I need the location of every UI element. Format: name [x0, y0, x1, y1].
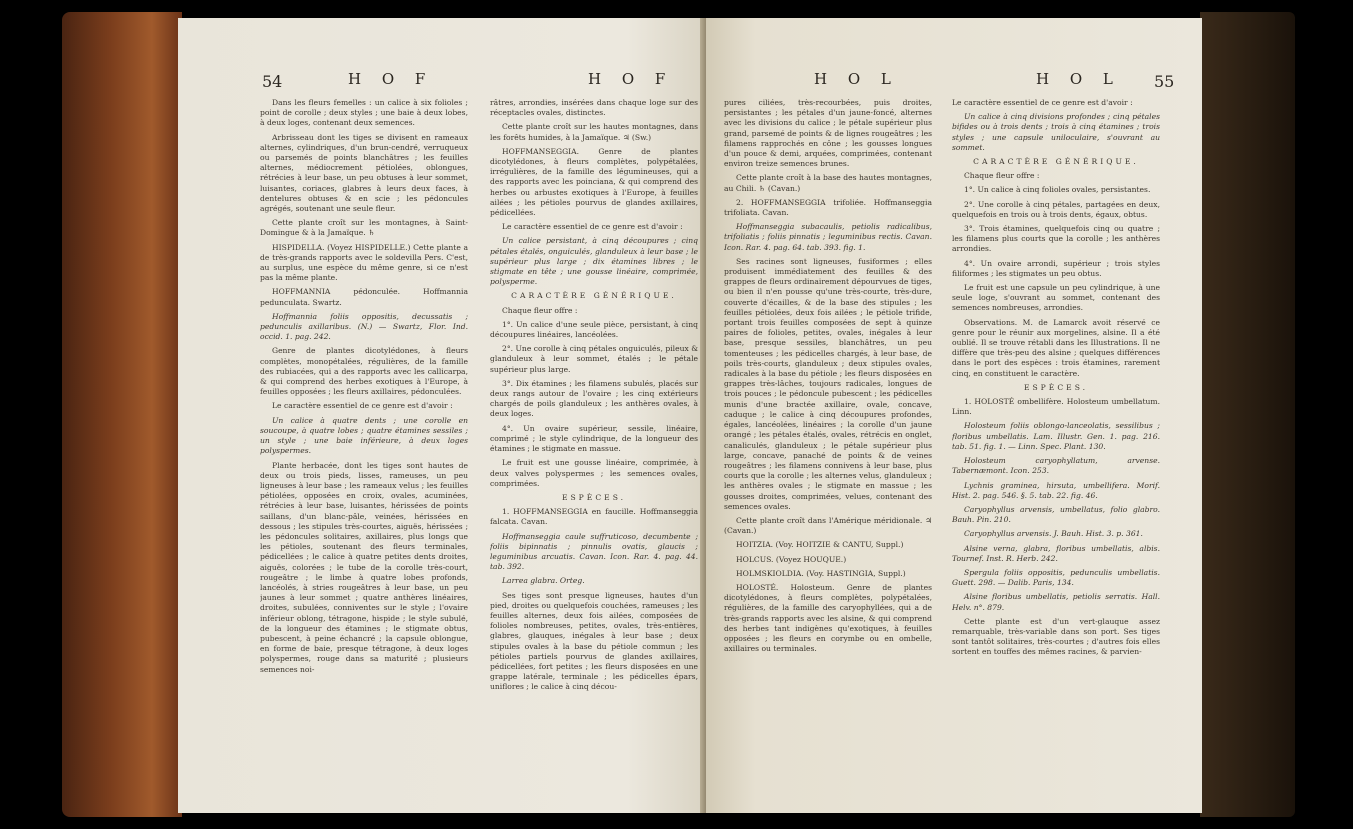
paragraph: 1. HOFFMANSEGGIA en faucille. Hoffmanseggia falcata. Cavan.: [490, 507, 698, 527]
paragraph: 4°. Un ovaire arrondi, supérieur ; trois styles filiformes ; les stigmates un peu obtus.: [952, 258, 1160, 278]
paragraph: Un calice à quatre dents ; une corolle en soucoupe, à quatre lobes ; quatre étamines sessiles ; un style ; une baie inférieure, à deux loges polyspermes.: [260, 415, 468, 456]
paragraph: HOLCUS. (Voyez HOUQUE.): [736, 554, 847, 564]
paragraph: Le caractère essentiel de ce genre est d'avoir :: [502, 222, 683, 232]
paragraph: Hoffmanseggia subacaulis, petiolis radicalibus, trifoliatis ; foliis pinnatis ; leguminibus rectis. Cavan. Icon. Rar. 4. pag. 64. tab. 393. fig. 1.: [724, 222, 932, 252]
paragraph: Chaque fleur offre :: [502, 305, 578, 315]
paragraph: Cette plante croît sur les montagnes, à Saint-Domingue & à la Jamaïque. ♄: [260, 218, 468, 238]
paragraph: CARACTÈRE GÉNÉRIQUE.: [511, 291, 677, 301]
paragraph: 3°. Trois étamines, quelquefois cinq ou quatre ; les filamens plus courts que la corolle ; les anthères arrondies.: [952, 224, 1160, 254]
paragraph: Lychnis graminea, hirsuta, umbellifera. Morif. Hist. 2. pag. 546. §. 5. tab. 22. fig. 46.: [952, 480, 1160, 500]
paragraph: Ses racines sont ligneuses, fusiformes ; elles produisent immédiatement des feuilles & des grappes de fleurs ordinairement dépourvues de tiges, ou bien il n'en pousse qu'une très-courte, très-dure, couverte d'écailles, & de la base des stipules ; les feuilles pétiolées, deux fois ailées ; le pétiole trifide, portant trois feuilles composées de sept à quinze paires de folioles, petites, ovales, inégales à leur base, presque sessiles, blanchâtres, un peu tomenteuses ; les pédicelles chargés, à leur base, de poils très-courts, glanduleux ; deux stipules ovales, radicales à la base du pétiole ; les fleurs disposées en grappes très-lâches, toujours radicales, longues de trois pouces ; le pédoncule pubescent ; les pédicelles munis d'une bractée axillaire, ovale, concave, caduque ; le calice à cinq découpures profondes, égales, lancéolées, linéaires ; la corolle d'un jaune orangé ; les pétales étalés, ovales, rétrécis en onglet, canaliculés, glanduleux ; le pétale supérieur plus large, concave, panaché de points & de veines rougeâtres ; les filamens connivens à leur base, plus courts que la corolle ; les alternes velus, glanduleux ; les anthères ovales ; le stigmate en massue ; les gousses droites, comprimées, velues, contenant des semences ovales.: [724, 256, 932, 511]
paragraph: Ses tiges sont presque ligneuses, hautes d'un pied, droites ou quelquefois couchées, rameuses ; les feuilles alternes, deux fois ailées, composées de folioles nombreuses, petites, ovales, très-entières, glabres, glauques, inégales à leur base ; deux stipules ovales à la base du pétiole commun ; les pétioles partiels pourvus de glandes axillaires, pédicellées, fort petites ; les fleurs disposées en une grappe latérale, terminale ; les pédicelles épars, uniflores ; le calice à cinq décou-: [490, 590, 698, 692]
paragraph: Caryophyllus arvensis, umbellatus, folio glabro. Bauh. Pin. 210.: [952, 504, 1160, 525]
paragraph: Cette plante croît dans l'Amérique méridionale. ♃ (Cavan.): [724, 515, 932, 536]
paragraph: 1°. Un calice à cinq folioles ovales, persistantes.: [964, 185, 1151, 195]
paragraph: Arbrisseau dont les tiges se divisent en rameaux alternes, cylindriques, d'un brun-cendré, verruqueux ou parsemés de points blanchâtres ; les feuilles alternes, médiocrement pétiolées, oblongues, rétrécies à leur base, un peu obtuses à leur sommet, luisantes, coriaces, glabres à leurs deux faces, à dentelures obtuses & en scie ; les pédoncules agrégés, soutenant une seule fleur.: [260, 132, 468, 214]
left-page-column-1: [260, 98, 468, 813]
paragraph: Genre de plantes dicotylédones, à fleurs complètes, monopétalées, régulières, de la famille des rubiacées, qui a des rapports avec les callicarpa, & qui comprend des herbes exotiques à l'Europe, à feuilles opposées ; les fleurs axillaires, pédonculées.: [260, 346, 468, 397]
paragraph: HOFFMANNIA pédonculée. Hoffmannia pedunculata. Swartz.: [260, 287, 468, 307]
paragraph: 2°. Une corolle à cinq pétales, partagées en deux, quelquefois en trois ou à trois dents, égaux, obtus.: [952, 199, 1160, 219]
paragraph: HISPIDELLA. (Voyez HISPIDELLE.) Cette plante a de très-grands rapports avec le soldevilla Pers. C'est, au surplus, une espèce du même genre, si ce n'est pas la même plante.: [260, 242, 468, 283]
running-header-right: H O F: [588, 70, 674, 88]
paragraph: Larrea glabra. Orteg.: [502, 576, 585, 586]
paragraph: Cette plante croît sur les hautes montagnes, dans les forêts humides, à la Jamaïque. ♃ (Sw.): [490, 122, 698, 142]
paragraph: CARACTÈRE GÉNÉRIQUE.: [973, 157, 1139, 167]
paragraph: Spergula foliis oppositis, pedunculis umbellatis. Guett. 298. — Dalib. Paris, 134.: [952, 567, 1160, 588]
paragraph: pures ciliées, très-recourbées, puis droites, persistantes ; les pétales d'un jaune-foncé, alternes avec les divisions du calice ; le pétale supérieur plus grand, parsemé de points & de lignes rougeâtres ; les filamens rapprochés en cône ; les gousses longues d'un pouce & demi, arquées, comprimées, contenant environ treize semences brunes.: [724, 98, 932, 169]
paragraph: HOFFMANSEGGIA. Genre de plantes dicotylédones, à fleurs complètes, polypétalées, irrégulières, de la famille des légumineuses, qui a des rapports avec les poinciana, & qui comprend des herbes ou arbustes exotiques à l'Europe, à feuilles ailées ; les pétioles pourvus de glandes axillaires, pédicellées.: [490, 146, 698, 218]
paragraph: Hoffmannia foliis oppositis, decussatis ; pedunculis axillaribus. (N.) — Swartz, Flor. Ind. occid. 1. pag. 242.: [260, 311, 468, 342]
paragraph: 2. HOFFMANSEGGIA trifoliée. Hoffmanseggia trifoliata. Cavan.: [724, 197, 932, 218]
paragraph: Chaque fleur offre :: [964, 171, 1040, 181]
paragraph: HOLMSKIOLDIA. (Voy. HASTINGIA, Suppl.): [736, 568, 906, 578]
paragraph: 1°. Un calice d'une seule pièce, persistant, à cinq découpures linéaires, lancéolées.: [490, 319, 698, 340]
paragraph: Plante herbacée, dont les tiges sont hautes de deux ou trois pieds, lisses, rameuses, un peu ligneuses à leur base ; les rameaux velus ; les feuilles pétiolées, opposées en croix, ovales, acuminées, rétrécies à leur base, luisantes, hérissées de points saillans, d'un blanc-pâle, veinées, hérissées en dessous ; les stipules très-courtes, aiguës, hérissées ; les pédoncules solitaires, axillaires, plus longs que les pétioles, soutenant des fleurs terminales, pédicellées ; le calice à quatre petites dents droites, aiguës, colorées ; le tube de la corolle très-court, rougeâtre ; le limbe à quatre lobes profonds, lancéolés, à stries rougeâtres à leur base, un peu jaunes à leur sommet ; quatre anthères linéaires, droites, subulées, conniventes sur le style ; l'ovaire inférieur oblong, tétragone, hispide ; le style subulé, de la longueur des étamines ; le stigmate obtus, pubescent, à peine échancré ; la capsule oblongue, en forme de baie, presque tétragone, à deux loges polyspermes, rouge dans sa maturité ; plusieurs semences noi-: [260, 460, 468, 674]
page-number: 55: [1154, 72, 1175, 91]
paragraph: 2°. Une corolle à cinq pétales onguiculés, pileux & glanduleux à leur sommet, étalés ; le pétale supérieur plus large.: [490, 344, 698, 374]
right-page-column-2: [952, 98, 1160, 813]
paragraph: ESPÈCES.: [561, 492, 627, 502]
paragraph: Cette plante est d'un vert-glauque assez remarquable, très-variable dans son port. Ses tiges sont tantôt solitaires, très-courtes ; d'autres fois elles sortent en touffes des mêmes racines, & parvien-: [952, 616, 1160, 657]
paragraph: 3°. Dix étamines ; les filamens subulés, placés sur deux rangs autour de l'ovaire ; les cinq extérieurs chargés de poils glanduleux ; les anthères ovales, à deux loges.: [490, 378, 698, 419]
paragraph: Alsine floribus umbellatis, petiolis serratis. Hall. Helv. n°. 879.: [952, 592, 1160, 612]
running-header-left: H O L: [814, 70, 899, 88]
paragraph: Le fruit est une capsule un peu cylindrique, à une seule loge, s'ouvrant au sommet, contenant des semences nombreuses, arrondies.: [952, 283, 1160, 313]
paragraph: Le caractère essentiel de ce genre est d'avoir :: [952, 98, 1133, 107]
paragraph: Un calice à cinq divisions profondes ; cinq pétales bifides ou à trois dents ; trois à cinq étamines ; trois styles ; une capsule uniloculaire, s'ouvrant au sommet.: [952, 112, 1160, 152]
page-number: 54: [262, 72, 283, 91]
book-cover-left: [62, 12, 182, 817]
paragraph: HOLOSTÉ. Holosteum. Genre de plantes dicotylédones, à fleurs complètes, polypétalées, régulières, de la famille des caryophyllées, qui a de très-grands rapports avec les alsine, & qui comprend des herbes tant indigènes qu'exotiques, à feuilles opposées ; les fleurs en corymbe ou en ombelle, axillaires ou terminales.: [724, 582, 932, 654]
left-page: [178, 18, 706, 813]
paragraph: Alsine verna, glabra, floribus umbellatis, albis. Tournef. Inst. R. Herb. 242.: [952, 543, 1160, 563]
right-page: [706, 18, 1202, 813]
paragraph: ESPÈCES.: [1023, 382, 1089, 392]
running-header-right: H O L: [1036, 70, 1121, 88]
right-page-column-1: [724, 98, 932, 813]
paragraph: Un calice persistant, à cinq découpures ; cinq pétales étalés, onguiculés, glanduleux à leur base ; le supérieur plus large ; dix étamines libres ; le stigmate en tête ; une gousse linéaire, comprimée, polysperme.: [490, 236, 698, 287]
left-page-column-2: [490, 98, 698, 813]
running-header-left: H O F: [348, 70, 434, 88]
paragraph: Holosteum foliis oblongo-lanceolatis, sessilibus ; floribus umbellatis. Lam. Illustr. Gen. 1. pag. 216. tab. 51. fig. 1. — Linn. Spec. Plant. 130.: [952, 421, 1160, 451]
paragraph: Le fruit est une gousse linéaire, comprimée, à deux valves polyspermes ; les semences ovales, comprimées.: [490, 458, 698, 488]
paragraph: 1. HOLOSTÉ ombellifère. Holosteum umbellatum. Linn.: [952, 397, 1160, 417]
paragraph: Holosteum caryophyllatum, arvense. Tabernæmont. Icon. 253.: [952, 456, 1160, 476]
paragraph: Observations. M. de Lamarck avoit réservé ce genre pour le réunir aux morgelines, alsine. Il a été oublié. Il se trouve rétabli dans les Illustrations. Il ne diffère que très-peu des alsine ; quelques différences dans le port des espèces : trois étamines, rarement cinq, en constituent le caractère.: [952, 317, 1160, 378]
paragraph: Cette plante croît à la base des hautes montagnes, au Chili. ♄ (Cavan.): [724, 173, 932, 193]
book-cover-right: [1200, 12, 1295, 817]
paragraph: Hoffmanseggia caule suffruticoso, decumbente ; foliis bipinnatis ; pinnulis ovatis, glaucis ; leguminibus arcuatis. Cavan. Icon. Rar. 4. pag. 44. tab. 392.: [490, 531, 698, 572]
paragraph: Dans les fleurs femelles : un calice à six folioles ; point de corolle ; deux styles ; une baie à deux lobes, à deux loges, contenant deux semences.: [260, 98, 468, 128]
paragraph: HOITZIA. (Voy. HOITZIE & CANTU, Suppl.): [736, 540, 904, 550]
paragraph: 4°. Un ovaire supérieur, sessile, linéaire, comprimé ; le style cylindrique, de la longueur des étamines ; le stigmate en massue.: [490, 423, 698, 454]
paragraph: Le caractère essentiel de ce genre est d'avoir :: [272, 401, 453, 411]
paragraph: Caryophyllus arvensis. J. Bauh. Hist. 3. p. 361.: [964, 529, 1143, 539]
paragraph: râtres, arrondies, insérées dans chaque loge sur des réceptacles ovales, distinctes.: [490, 98, 698, 118]
